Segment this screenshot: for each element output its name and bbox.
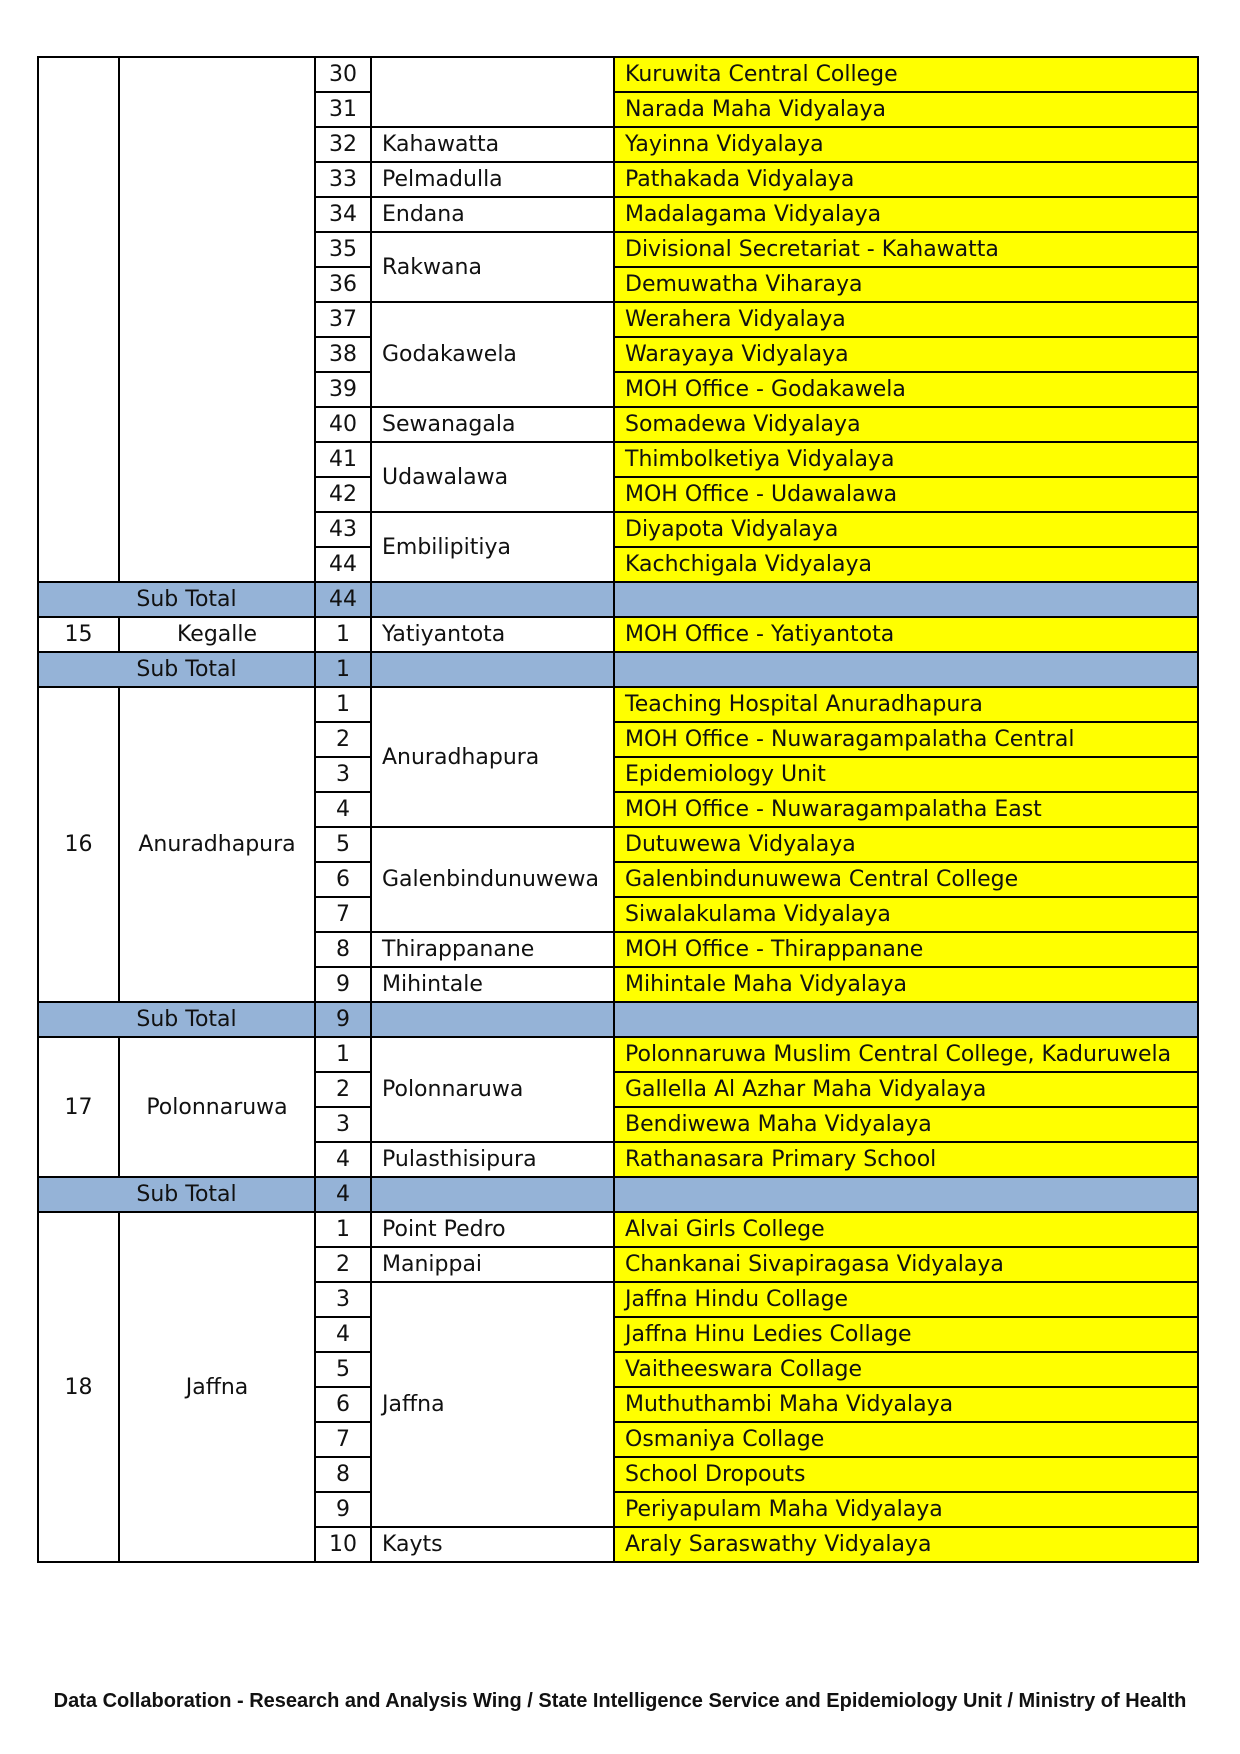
table-row — [38, 1037, 1198, 1072]
center-name-cell: MOH Office - Nuwaragampalatha Central — [614, 722, 1198, 757]
center-name-cell: Madalagama Vidyalaya — [614, 197, 1198, 232]
page-footer: Data Collaboration - Research and Analysis Wing / State Intelligence Service and Epidemiology Unit / Ministry of Health — [53, 1690, 1187, 1712]
row-number-cell: 1 — [315, 1212, 371, 1247]
center-name-cell: Galenbindunuwewa Central College — [614, 862, 1198, 897]
subtotal-row — [38, 582, 1198, 617]
row-number-cell: 34 — [315, 197, 371, 232]
district-number-cell: 16 — [38, 687, 119, 1002]
center-name-cell: Mihintale Maha Vidyalaya — [614, 967, 1198, 1002]
subtotal-empty-cell — [614, 1002, 1198, 1037]
subtotal-row — [38, 1177, 1198, 1212]
moh-area-cell: Yatiyantota — [371, 617, 614, 652]
subtotal-label: Sub Total — [38, 1002, 315, 1037]
district-name-cell: Polonnaruwa — [119, 1037, 315, 1177]
subtotal-empty-cell — [614, 582, 1198, 617]
center-name-cell: Warayaya Vidyalaya — [614, 337, 1198, 372]
moh-area-cell: Manippai — [371, 1247, 614, 1282]
row-number-cell: 9 — [315, 1492, 371, 1527]
row-number-cell: 38 — [315, 337, 371, 372]
center-name-cell: Diyapota Vidyalaya — [614, 512, 1198, 547]
center-name-cell: Polonnaruwa Muslim Central College, Kaduruwela — [614, 1037, 1198, 1072]
moh-area-cell: Point Pedro — [371, 1212, 614, 1247]
center-name-cell: MOH Office - Yatiyantota — [614, 617, 1198, 652]
subtotal-empty-cell — [371, 1002, 614, 1037]
moh-area-cell: Mihintale — [371, 967, 614, 1002]
moh-area-cell: Udawalawa — [371, 442, 614, 512]
center-name-cell: Alvai Girls College — [614, 1212, 1198, 1247]
center-name-cell: Kachchigala Vidyalaya — [614, 547, 1198, 582]
subtotal-empty-cell — [614, 1177, 1198, 1212]
moh-area-cell: Kayts — [371, 1527, 614, 1562]
row-number-cell: 31 — [315, 92, 371, 127]
row-number-cell: 7 — [315, 1422, 371, 1457]
row-number-cell: 5 — [315, 1352, 371, 1387]
moh-area-cell: Pulasthisipura — [371, 1142, 614, 1177]
center-name-cell: MOH Office - Godakawela — [614, 372, 1198, 407]
row-number-cell: 3 — [315, 1282, 371, 1317]
subtotal-empty-cell — [614, 652, 1198, 687]
vaccination-centers-table — [37, 56, 1199, 1563]
subtotal-value: 9 — [315, 1002, 371, 1037]
subtotal-empty-cell — [371, 582, 614, 617]
row-number-cell: 39 — [315, 372, 371, 407]
center-name-cell: Yayinna Vidyalaya — [614, 127, 1198, 162]
center-name-cell: MOH Office - Nuwaragampalatha East — [614, 792, 1198, 827]
subtotal-label: Sub Total — [38, 652, 315, 687]
subtotal-row — [38, 652, 1198, 687]
center-name-cell: Kuruwita Central College — [614, 57, 1198, 92]
district-number-cell: 18 — [38, 1212, 119, 1562]
moh-area-cell: Jaffna — [371, 1282, 614, 1527]
center-name-cell: Jaffna Hindu Collage — [614, 1282, 1198, 1317]
moh-area-cell: Anuradhapura — [371, 687, 614, 827]
table-body — [38, 57, 1198, 1562]
center-name-cell: School Dropouts — [614, 1457, 1198, 1492]
center-name-cell: Bendiwewa Maha Vidyalaya — [614, 1107, 1198, 1142]
row-number-cell: 2 — [315, 1247, 371, 1282]
row-number-cell: 1 — [315, 687, 371, 722]
subtotal-value: 44 — [315, 582, 371, 617]
center-name-cell: Jaffna Hinu Ledies Collage — [614, 1317, 1198, 1352]
row-number-cell: 3 — [315, 757, 371, 792]
moh-area-cell: Sewanagala — [371, 407, 614, 442]
moh-area-cell: Pelmadulla — [371, 162, 614, 197]
row-number-cell: 4 — [315, 792, 371, 827]
district-number-cell: 15 — [38, 617, 119, 652]
district-number-cell — [38, 57, 119, 582]
center-name-cell: Dutuwewa Vidyalaya — [614, 827, 1198, 862]
subtotal-label: Sub Total — [38, 1177, 315, 1212]
row-number-cell: 10 — [315, 1527, 371, 1562]
row-number-cell: 30 — [315, 57, 371, 92]
subtotal-value: 1 — [315, 652, 371, 687]
center-name-cell: Demuwatha Viharaya — [614, 267, 1198, 302]
row-number-cell: 6 — [315, 862, 371, 897]
moh-area-cell: Rakwana — [371, 232, 614, 302]
center-name-cell: Siwalakulama Vidyalaya — [614, 897, 1198, 932]
row-number-cell: 37 — [315, 302, 371, 337]
row-number-cell: 4 — [315, 1317, 371, 1352]
center-name-cell: Araly Saraswathy Vidyalaya — [614, 1527, 1198, 1562]
subtotal-empty-cell — [371, 1177, 614, 1212]
row-number-cell: 32 — [315, 127, 371, 162]
table-row — [38, 57, 1198, 92]
moh-area-cell: Embilipitiya — [371, 512, 614, 582]
center-name-cell: Teaching Hospital Anuradhapura — [614, 687, 1198, 722]
row-number-cell: 6 — [315, 1387, 371, 1422]
row-number-cell: 8 — [315, 1457, 371, 1492]
moh-area-cell: Polonnaruwa — [371, 1037, 614, 1142]
center-name-cell: Divisional Secretariat - Kahawatta — [614, 232, 1198, 267]
district-name-cell — [119, 57, 315, 582]
center-name-cell: Thimbolketiya Vidyalaya — [614, 442, 1198, 477]
center-name-cell: Epidemiology Unit — [614, 757, 1198, 792]
row-number-cell: 33 — [315, 162, 371, 197]
row-number-cell: 42 — [315, 477, 371, 512]
center-name-cell: MOH Office - Thirappanane — [614, 932, 1198, 967]
moh-area-cell: Kahawatta — [371, 127, 614, 162]
row-number-cell: 8 — [315, 932, 371, 967]
row-number-cell: 2 — [315, 1072, 371, 1107]
district-name-cell: Kegalle — [119, 617, 315, 652]
table-row — [38, 1212, 1198, 1247]
center-name-cell: Vaitheeswara Collage — [614, 1352, 1198, 1387]
center-name-cell: Periyapulam Maha Vidyalaya — [614, 1492, 1198, 1527]
row-number-cell: 5 — [315, 827, 371, 862]
row-number-cell: 44 — [315, 547, 371, 582]
row-number-cell: 1 — [315, 1037, 371, 1072]
row-number-cell: 35 — [315, 232, 371, 267]
row-number-cell: 36 — [315, 267, 371, 302]
subtotal-label: Sub Total — [38, 582, 315, 617]
moh-area-cell: Godakawela — [371, 302, 614, 407]
center-name-cell: Osmaniya Collage — [614, 1422, 1198, 1457]
subtotal-row — [38, 1002, 1198, 1037]
district-name-cell: Anuradhapura — [119, 687, 315, 1002]
district-number-cell: 17 — [38, 1037, 119, 1177]
row-number-cell: 41 — [315, 442, 371, 477]
subtotal-value: 4 — [315, 1177, 371, 1212]
center-name-cell: Narada Maha Vidyalaya — [614, 92, 1198, 127]
table-row — [38, 687, 1198, 722]
subtotal-empty-cell — [371, 652, 614, 687]
moh-area-cell: Thirappanane — [371, 932, 614, 967]
row-number-cell: 1 — [315, 617, 371, 652]
table-row — [38, 617, 1198, 652]
center-name-cell: Chankanai Sivapiragasa Vidyalaya — [614, 1247, 1198, 1282]
moh-area-cell — [371, 57, 614, 127]
moh-area-cell: Galenbindunuwewa — [371, 827, 614, 932]
center-name-cell: MOH Office - Udawalawa — [614, 477, 1198, 512]
center-name-cell: Pathakada Vidyalaya — [614, 162, 1198, 197]
center-name-cell: Somadewa Vidyalaya — [614, 407, 1198, 442]
district-name-cell: Jaffna — [119, 1212, 315, 1562]
row-number-cell: 7 — [315, 897, 371, 932]
row-number-cell: 2 — [315, 722, 371, 757]
row-number-cell: 9 — [315, 967, 371, 1002]
row-number-cell: 40 — [315, 407, 371, 442]
moh-area-cell: Endana — [371, 197, 614, 232]
row-number-cell: 43 — [315, 512, 371, 547]
center-name-cell: Gallella Al Azhar Maha Vidyalaya — [614, 1072, 1198, 1107]
center-name-cell: Rathanasara Primary School — [614, 1142, 1198, 1177]
row-number-cell: 4 — [315, 1142, 371, 1177]
center-name-cell: Werahera Vidyalaya — [614, 302, 1198, 337]
row-number-cell: 3 — [315, 1107, 371, 1142]
center-name-cell: Muthuthambi Maha Vidyalaya — [614, 1387, 1198, 1422]
